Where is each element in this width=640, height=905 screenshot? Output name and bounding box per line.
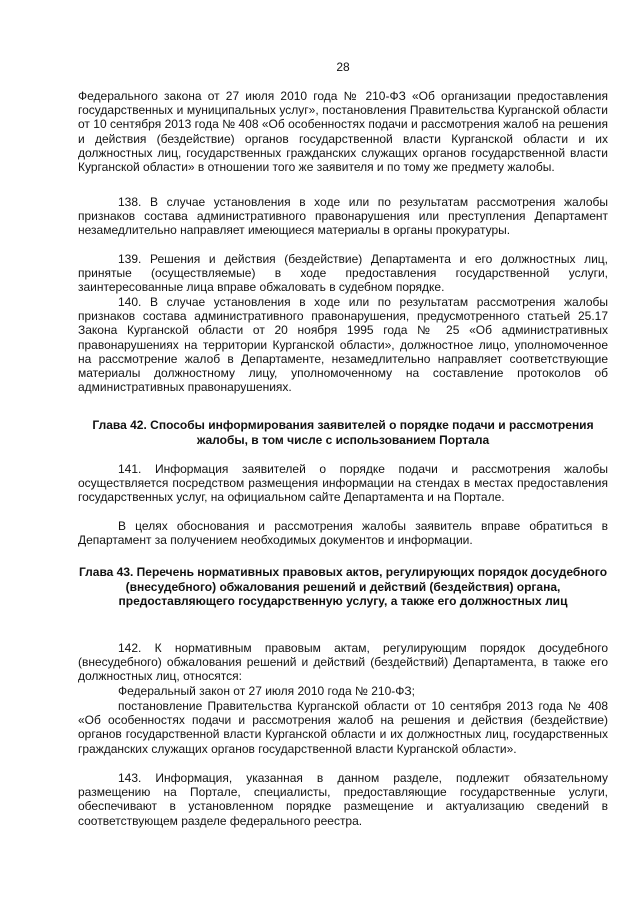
paragraph-141: 141. Информация заявителей о порядке подачи и рассмотрения жалобы осуществляется посредством размещения информации на стендах в местах предоставления государственных услуг, на официальном сайте Департамента и на Портале. [78,462,608,505]
paragraph-continuation: Федерального закона от 27 июля 2010 года № 210-ФЗ «Об организации предоставления государственных и муниципальных услуг», постановления Правительства Курганской области от 10 сентября 2013 года № 408 «Об особенностях подачи и рассмотрения жалоб на решения и действия (бездействие) органов государственной власти Курганской области и их должностных лиц, государственных гражданских служащих органов государственной власти Курганской области» в отношении того же заявителя и по тому же предмету жалобы. [78,89,608,175]
paragraph-142-item-2: постановление Правительства Курганской области от 10 сентября 2013 года № 408 «Об особенностях подачи и рассмотрения жалоб на решения и действия (бездействие) органов государственной власти Курганской области и их должностных лиц, государственных гражданских служащих органов государственной власти Курганской области». [78,699,608,756]
paragraph-141-cont: В целях обоснования и рассмотрения жалобы заявитель вправе обратиться в Департамент за получением необходимых документов и информации. [78,519,608,548]
paragraph-140: 140. В случае установления в ходе или по результатам рассмотрения жалобы признаков состава административного правонарушения, предусмотренного статьей 25.17 Закона Курганской области от 20 ноября 1995 года № 25 «Об административных правонарушениях на территории Курганской области», должностное лицо, уполномоченное на рассмотрение жалоб в Департаменте, незамедлительно направляет соответствующие материалы должностному лицу, уполномоченному на составление протоколов об административных правонарушениях. [78,295,608,395]
paragraph-143: 143. Информация, указанная в данном разделе, подлежит обязательному размещению на Портале, специалисты, предоставляющие государственные услуги, обеспечивают в установленном порядке размещение и актуализацию сведений в соответствующем разделе федерального реестра. [78,771,608,828]
paragraph-139: 139. Решения и действия (бездействие) Департамента и его должностных лиц, принятые (осуществляемые) в ходе предоставления государственной услуги, заинтересованные лица вправе обжаловать в судебном порядке. [78,252,608,295]
paragraph-142-item-1: Федеральный закон от 27 июля 2010 года № 210-ФЗ; [118,684,415,698]
paragraph-138: 138. В случае установления в ходе или по результатам рассмотрения жалобы признаков состава административного правонарушения или преступления Департамент незамедлительно направляет имеющиеся материалы в органы прокуратуры. [78,195,608,238]
chapter-42-heading: Глава 42. Способы информирования заявителей о порядке подачи и рассмотрения жалобы, в том числе с использованием Портала [92,418,594,447]
paragraph-142: 142. К нормативным правовым актам, регулирующим порядок досудебного (внесудебного) обжалования решений и действий (бездействий) Департамента, в также его должностных лиц, относятся: [78,641,608,684]
page-number: 28 [336,60,350,74]
chapter-43-heading: Глава 43. Перечень нормативных правовых актов, регулирующих порядок досудебного (внесудебного) обжалования решений и действий (бездействия) органа, предоставляющего государственную услугу, а также его должностных лиц [78,565,608,608]
